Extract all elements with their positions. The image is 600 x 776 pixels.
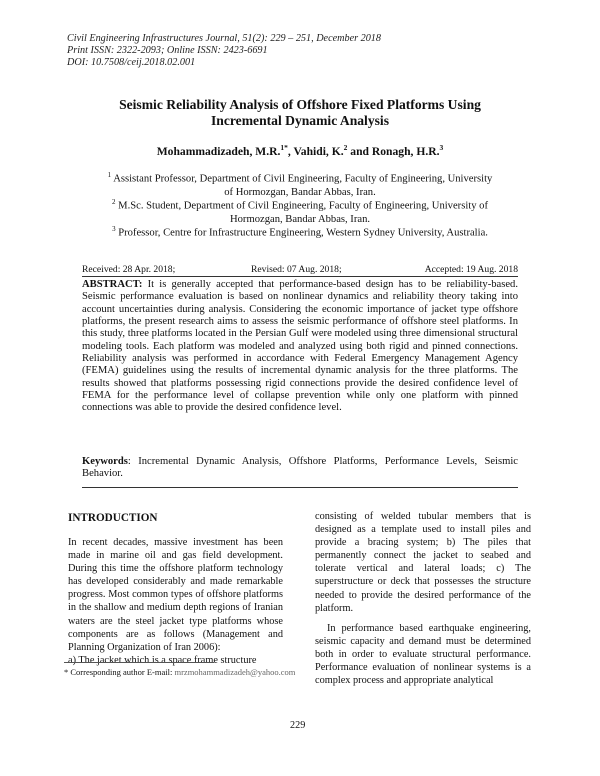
author-1: Mohammadizadeh, M.R. bbox=[156, 144, 281, 158]
affiliation-3 bbox=[85, 223, 515, 240]
page-number: 229 bbox=[290, 720, 306, 731]
author-2-sup: 2 bbox=[343, 143, 348, 152]
abstract-text: It is generally accepted that performance-based design has to be reliability-based. Seismic performance evaluation is based on nonlinear dynamics and reliability theory taking into account uncertainties during analysis. Considering the economic importance of jacket type offshore platforms, the present research aims to assess the seismic performance of offshore steel platforms. In this study, three platforms located in the Persian Gulf were modeled using three dimensional structural modeling tools. Each platform was modeled and analyzed using both rigid and pinned connections. Reliability analysis was performed in accordance with Federal Emergency Management Agency (FEMA) guidelines using the results of incremental dynamic analysis for the three platforms. The results showed that platforms possessing rigid connections provide the desired confidence level of FEMA for the performance level of collapse prevention while only one platform with pinned connections was able to provide the desired confidence level. bbox=[82, 279, 518, 414]
affil-line: Professor, Centre for Infrastructure Engineering, Western Sydney University, Australia. bbox=[118, 227, 488, 239]
author-sep: and bbox=[347, 144, 372, 158]
footnote-divider bbox=[64, 662, 214, 663]
paragraph: In recent decades, massive investment has been made in marine oil and gas field development. During this time the offshore platform technology has developed considerably and made remarkable progress. Most common types of offshore platforms in the shallow and medium depth regions of Iranian waters are the steel jacket type platforms whose components are as follows (Management and Planning Organization of Iran 2006): bbox=[68, 537, 283, 653]
author-3: Ronagh, H.R. bbox=[371, 144, 440, 158]
accepted-date: Accepted: 19 Aug. 2018 bbox=[424, 264, 518, 275]
title-line-1: Seismic Reliability Analysis of Offshore Fixed Platforms Using bbox=[119, 97, 481, 112]
affil-line: of Hormozgan, Bandar Abbas, Iran. bbox=[224, 186, 376, 198]
author-list bbox=[60, 143, 540, 158]
author-email-link[interactable]: mrzmohammadizadeh@yahoo.com bbox=[174, 667, 296, 677]
divider bbox=[82, 276, 518, 277]
affil-line: M.Sc. Student, Department of Civil Engineering, Faculty of Engineering, University of bbox=[118, 200, 488, 212]
keywords bbox=[82, 456, 518, 481]
paragraph: a) The jacket which is a space frame structure bbox=[68, 654, 257, 666]
divider bbox=[82, 487, 518, 488]
doi-line: DOI: 10.7508/ceij.2018.02.001 bbox=[67, 57, 196, 68]
footnote bbox=[64, 667, 295, 677]
author-2: Vahidi, K. bbox=[293, 144, 344, 158]
journal-citation: Civil Engineering Infrastructures Journal, 51(2): 229 – 251, December 2018 bbox=[67, 33, 381, 44]
title-line-2: Incremental Dynamic Analysis bbox=[211, 112, 389, 128]
author-1-sup: 1* bbox=[280, 143, 288, 152]
revised-date: Revised: 07 Aug. 2018; bbox=[251, 264, 342, 275]
affil-line: Hormozgan, Bandar Abbas, Iran. bbox=[229, 213, 371, 225]
keywords-text: : Incremental Dynamic Analysis, Offshore Platforms, Performance Levels, Seismic Behavior. bbox=[82, 456, 518, 480]
right-column bbox=[315, 510, 531, 687]
section-heading-introduction: INTRODUCTION bbox=[68, 512, 158, 524]
affil-sup: 2 bbox=[112, 198, 116, 206]
paragraph: In performance based earthquake engineering, seismic capacity and demand must be determined both in order to evaluate structural performance. Performance evaluation of nonlinear systems is a complex process and appropriate analytical bbox=[315, 622, 531, 687]
author-3-sup: 3 bbox=[439, 143, 444, 152]
issn-line: Print ISSN: 2322-2093; Online ISSN: 2423-6691 bbox=[67, 45, 268, 56]
affil-line: Assistant Professor, Department of Civil Engineering, Faculty of Engineering, University bbox=[113, 173, 493, 185]
footnote-label: * Corresponding author E-mail: bbox=[64, 667, 175, 677]
received-date: Received: 28 Apr. 2018; bbox=[82, 264, 176, 275]
left-column bbox=[68, 536, 283, 667]
paper-title bbox=[60, 97, 540, 128]
author-sep: , bbox=[287, 144, 294, 158]
affil-sup: 1 bbox=[107, 171, 112, 179]
affiliation-1 bbox=[85, 169, 515, 199]
affiliation-2 bbox=[85, 196, 515, 226]
keywords-label: Keywords bbox=[82, 456, 128, 467]
abstract-label: ABSTRACT: bbox=[82, 279, 143, 290]
paragraph: consisting of welded tubular members that is designed as a template used to install piles and provide a bracing system; b) The piles that permanently connect the jacket to seabed and tolerate vertical and lateral loads; c) The superstructure or deck that possesses the structure needed to provide the desired performance of the platform. bbox=[315, 511, 531, 614]
affil-sup: 3 bbox=[112, 225, 116, 233]
abstract bbox=[82, 279, 518, 415]
